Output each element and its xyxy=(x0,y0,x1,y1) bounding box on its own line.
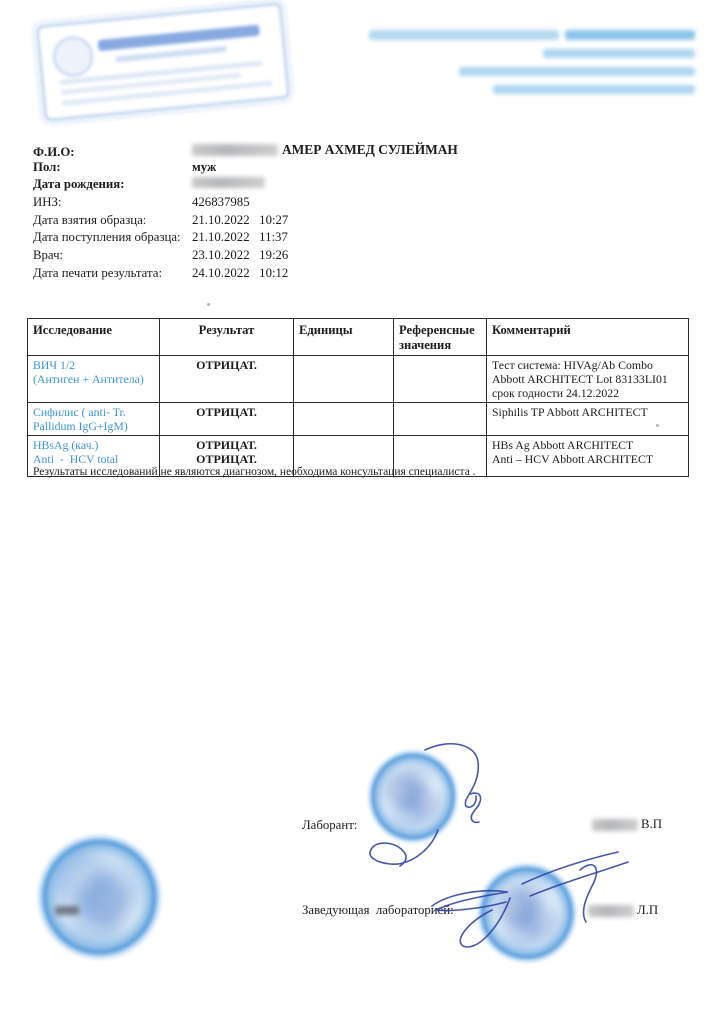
inz-label: ИНЗ: xyxy=(33,195,62,210)
patient-row-printed xyxy=(33,265,458,283)
patient-row-doctor xyxy=(33,247,458,265)
printed-value: 24.10.2022 10:12 xyxy=(192,265,289,280)
redacted-surname xyxy=(192,144,278,156)
patient-info-block xyxy=(33,141,458,283)
col-header-reference: Референсные значения xyxy=(394,319,487,356)
results-header-row xyxy=(28,319,689,356)
sample-received-value: 21.10.2022 11:37 xyxy=(192,230,288,245)
birthdate-label: Дата рождения: xyxy=(33,177,125,192)
col-header-units: Единицы xyxy=(294,319,394,356)
lab-head-label: Заведующая лабораторией: xyxy=(302,903,454,917)
clinic-rect-stamp xyxy=(36,2,290,121)
table-row-hiv xyxy=(28,356,689,403)
redacted-stamp-title xyxy=(98,25,260,51)
sex-label: Пол: xyxy=(33,159,61,174)
reference-cell xyxy=(394,356,487,403)
units-cell xyxy=(294,403,394,436)
patient-row-sex xyxy=(33,159,458,177)
fio-label: Ф.И.О: xyxy=(33,144,75,159)
redacted-address-line xyxy=(459,67,695,76)
doctor-label: Врач: xyxy=(33,248,64,263)
sample-taken-value: 21.10.2022 10:27 xyxy=(192,212,289,227)
inz-value: 426837985 xyxy=(192,195,250,210)
pen-signatures xyxy=(300,720,712,1010)
scan-speck xyxy=(207,303,210,306)
redacted-address-line xyxy=(493,85,695,94)
sex-value: муж xyxy=(192,159,217,174)
col-header-result: Результат xyxy=(160,319,294,356)
patient-row-birthdate xyxy=(33,176,458,194)
redacted-address-line xyxy=(369,30,695,40)
redacted-stamp-subtitle xyxy=(115,46,227,63)
comment-cell: Siphilis TP Abbott ARCHITECT xyxy=(487,403,689,436)
patient-row-fio xyxy=(33,141,458,159)
units-cell xyxy=(294,356,394,403)
result-cell: ОТРИЦАТ. xyxy=(160,356,294,403)
col-header-comment: Комментарий xyxy=(487,319,689,356)
col-header-test: Исследование xyxy=(28,319,160,356)
patient-name: АМЕР АХМЕД СУЛЕЙМАН xyxy=(282,142,458,157)
result-cell: ОТРИЦАТ. xyxy=(160,403,294,436)
test-name-cell: Сифилис ( anti- Tr. Pallidum IgG+IgM) xyxy=(28,403,160,436)
results-table xyxy=(27,318,689,477)
stamp-emblem-icon xyxy=(51,35,95,79)
clinic-address-block xyxy=(369,30,695,94)
printed-label: Дата печати результата: xyxy=(33,265,163,280)
patient-row-inz xyxy=(33,194,458,212)
redacted-address-line xyxy=(543,49,695,58)
patient-row-sample-received xyxy=(33,229,458,247)
doctor-value: 23.10.2022 19:26 xyxy=(192,248,289,263)
sample-taken-label: Дата взятия образца: xyxy=(33,212,147,227)
clinic-round-seal xyxy=(31,828,168,966)
patient-row-sample-taken xyxy=(33,212,458,230)
sample-received-label: Дата поступления образца: xyxy=(33,230,181,245)
comment-cell: HBs Ag Abbott ARCHITECT Anti – HCV Abbott ARCHITECT xyxy=(487,436,689,477)
disclaimer-note: Результаты исследований не являются диагнозом, необходима консультация специалиста . xyxy=(33,466,476,478)
test-name-cell: HBsAg (кач.) Anti - HCV total xyxy=(28,436,160,477)
test-name-cell: ВИЧ 1/2 (Антиген + Антитела) xyxy=(28,356,160,403)
table-row-syphilis xyxy=(28,403,689,436)
result-cell: ОТРИЦАТ. ОТРИЦАТ. xyxy=(160,436,294,477)
comment-cell: Тест система: HIVAg/Ab Combo Abbott ARCHITECT Lot 83133LI01 срок годности 24.12.2022 xyxy=(487,356,689,403)
laborant-initials: В.П xyxy=(641,817,662,831)
reference-cell xyxy=(394,403,487,436)
laborant-label: Лаборант: xyxy=(302,818,358,832)
redacted-seal-mark xyxy=(55,906,79,915)
redacted-birthdate xyxy=(192,177,265,188)
lab-head-initials: Л.П xyxy=(637,903,659,917)
